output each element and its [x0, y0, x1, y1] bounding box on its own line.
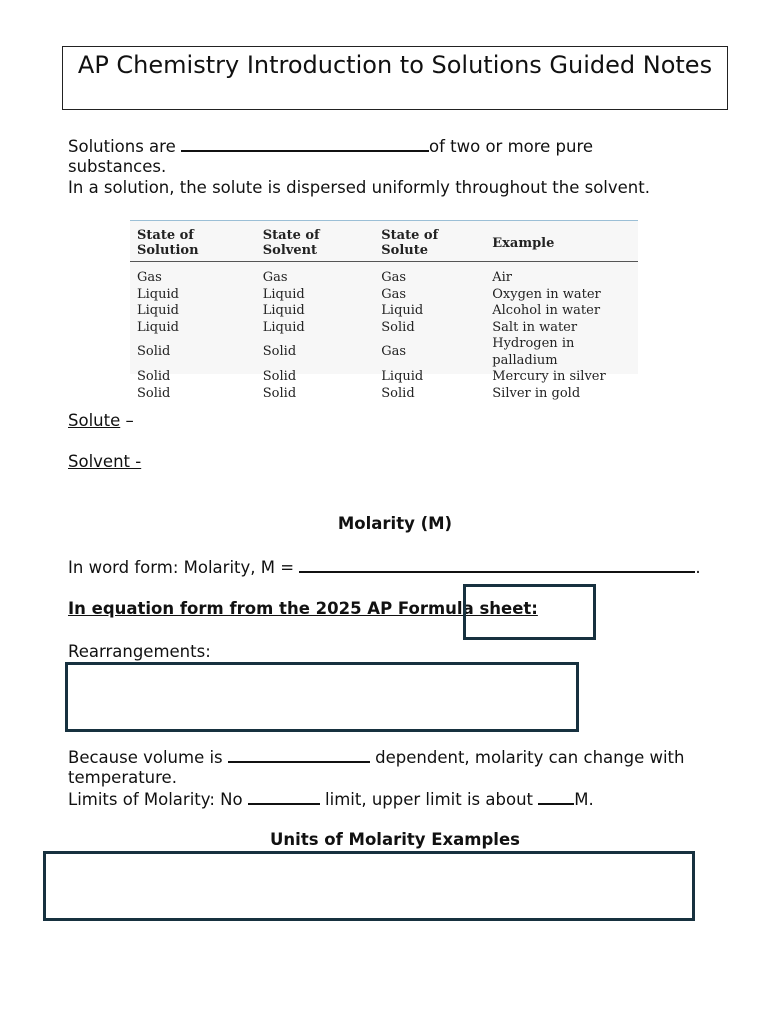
table-row — [130, 320, 638, 337]
table-cell: Gas — [262, 270, 288, 285]
table-cell: Solid — [262, 344, 297, 360]
limits-line — [68, 788, 594, 810]
table-row — [130, 336, 638, 369]
word-form-blank[interactable] — [299, 556, 695, 573]
volume-text-start: Because volume is — [68, 748, 228, 767]
intro-line-2: substances. — [68, 157, 167, 176]
table-cell: Solid — [137, 369, 171, 384]
table-cell: Liquid — [381, 303, 424, 318]
table-cell: Liquid — [262, 319, 305, 335]
intro-text-start: Solutions are — [68, 137, 181, 156]
table-header-cell: Example — [485, 221, 638, 262]
volume-text-end: dependent, molarity can change with — [369, 748, 685, 767]
upper-limit-blank[interactable] — [538, 788, 574, 805]
table-row — [130, 262, 638, 287]
limits-text-start: Limits of Molarity: No — [68, 790, 248, 809]
solvent-definition — [68, 451, 141, 472]
intro-line-3: In a solution, the solute is dispersed uniformly throughout the solvent. — [68, 178, 650, 197]
solutions-table-image — [130, 220, 638, 401]
table-header-cell: State of Solution — [130, 221, 256, 262]
limits-text-mid: limit, upper limit is about — [319, 790, 539, 809]
word-form-line — [68, 556, 701, 578]
table-cell: Liquid — [381, 369, 424, 384]
table-cell: Gas — [381, 270, 407, 285]
table-cell: Liquid — [262, 303, 305, 318]
table-cell: Solid — [137, 344, 171, 360]
volume-line-1 — [68, 746, 684, 768]
table-row — [130, 287, 638, 304]
table-cell: Solid — [381, 385, 415, 401]
solutions-table — [130, 220, 638, 402]
page-title: AP Chemistry Introduction to Solutions Guided Notes — [62, 46, 728, 110]
table-cell: Silver in gold — [492, 385, 581, 401]
table-cell: Gas — [381, 344, 407, 360]
lower-limit-blank[interactable] — [248, 788, 320, 805]
table-row — [130, 369, 638, 386]
table-header-cell: State of Solute — [374, 221, 485, 262]
equation-answer-box[interactable] — [463, 584, 596, 640]
table-cell: Liquid — [137, 319, 179, 335]
table-cell: Solid — [262, 385, 297, 401]
table-cell: Liquid — [137, 286, 179, 302]
table-row — [130, 386, 638, 403]
units-answer-box[interactable] — [43, 851, 695, 921]
table-cell: Hydrogen in palladium — [492, 336, 575, 368]
solvent-label: Solvent - — [68, 452, 142, 471]
word-form-end: . — [695, 558, 701, 577]
intro-text-end: of two or more pure — [429, 137, 594, 156]
table-header-cell: State of Solvent — [256, 221, 375, 262]
molarity-heading: Molarity (M) — [337, 514, 453, 533]
table-cell: Gas — [381, 286, 407, 302]
rearrangements-answer-box[interactable] — [65, 662, 579, 732]
limits-text-end: M. — [574, 790, 594, 809]
table-cell: Salt in water — [492, 319, 578, 335]
table-cell: Solid — [381, 319, 415, 335]
table-cell: Liquid — [262, 286, 305, 302]
solute-dash: – — [120, 411, 134, 430]
volume-blank[interactable] — [228, 746, 370, 763]
solute-label: Solute — [68, 411, 121, 430]
table-cell: Gas — [137, 270, 162, 285]
table-cell: Oxygen in water — [492, 286, 601, 302]
rearrangements-label: Rearrangements: — [68, 642, 211, 661]
fill-blank[interactable] — [181, 135, 429, 152]
table-cell: Solid — [137, 385, 171, 401]
table-cell: Alcohol in water — [492, 303, 601, 318]
equation-form-line: In equation form from the 2025 AP Formula sheet: — [68, 599, 538, 618]
table-cell: Liquid — [137, 303, 179, 318]
solute-definition — [68, 410, 134, 431]
table-cell: Solid — [262, 369, 297, 384]
table-cell: Mercury in silver — [492, 369, 606, 384]
table-cell: Air — [492, 270, 513, 285]
intro-line-1 — [68, 135, 593, 157]
volume-line-2: temperature. — [68, 768, 177, 787]
units-heading: Units of Molarity Examples — [270, 830, 520, 849]
table-row — [130, 303, 638, 320]
table-header-row — [130, 221, 638, 262]
table-body — [130, 262, 638, 403]
word-form-text: In word form: Molarity, M = — [68, 558, 300, 577]
